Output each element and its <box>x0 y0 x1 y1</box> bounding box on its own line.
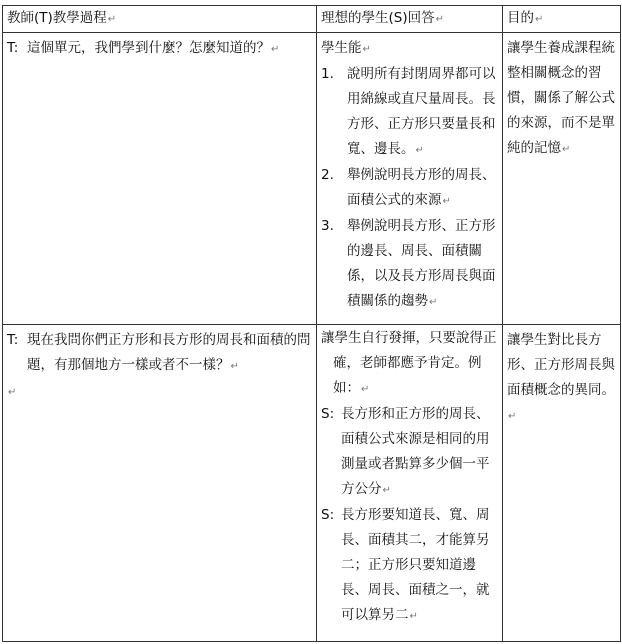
student-cell <box>317 325 503 642</box>
student-tag: S: <box>321 507 335 523</box>
paragraph-mark: ↵ <box>429 297 438 308</box>
purpose-text: 讓學生養成課程統整相關概念的習慣，關係了解公式的來源，而不是單純的記憶 <box>507 40 615 156</box>
student-response-text: 長方形要知道長、寬、周長、面積其二，才能算另二；正方形只要知道邊長、周長、面積之一，就可以算另二 <box>341 507 490 623</box>
teacher-question <box>7 325 312 379</box>
table-row <box>3 33 621 325</box>
teacher-question-text: 現在我問你們正方形和長方形的周長和面積的問題，有那個地方一樣或者不一樣？ <box>27 332 311 373</box>
paragraph-mark: ↵ <box>361 384 370 395</box>
paragraph-mark: ↵ <box>562 144 571 155</box>
teacher-cell <box>3 33 317 325</box>
purpose-cell <box>503 33 621 325</box>
paragraph-mark: ↵ <box>415 145 424 156</box>
paragraph-mark: ↵ <box>362 44 371 55</box>
student-cell <box>317 33 503 325</box>
list-item-text: 舉例說明長方形、正方形的邊長、周長、面積關係，以及長方形周長與面積關係的趨勢 <box>347 218 496 309</box>
purpose-text: 讓學生對比長方形、正方形周長與面積概念的異同。 <box>507 332 615 398</box>
header-teacher-process <box>3 6 317 33</box>
list-item <box>321 163 498 214</box>
list-item-text: 說明所有封閉周界都可以用綿線或直尺量周長。長方形、正方形只要量長和寬、邊長。 <box>347 66 496 157</box>
paragraph-mark: ↵ <box>382 485 391 496</box>
teacher-question <box>7 33 312 62</box>
list-item <box>321 62 498 163</box>
header-purpose-label: 目的 <box>507 10 534 26</box>
paragraph-mark: ↵ <box>535 14 544 25</box>
paragraph-mark: ↵ <box>442 196 451 207</box>
list-number: 1. <box>321 66 334 82</box>
list-item-text: 舉例說明長方形的周長、面積公式的來源 <box>347 167 496 208</box>
teacher-question-text: 這個單元，我們學到什麼？怎麼知道的？ <box>27 40 270 56</box>
paragraph-mark: ↵ <box>409 611 418 622</box>
header-student-answer <box>317 6 503 33</box>
list-number: 3. <box>321 218 334 234</box>
header-teacher-label: 教師(T)教學過程 <box>7 10 107 26</box>
teacher-tag: T: <box>7 40 19 56</box>
student-intro: 學生能 <box>321 40 362 56</box>
table-row <box>3 325 621 642</box>
teacher-tag: T: <box>7 332 19 348</box>
student-tag: S: <box>321 406 335 422</box>
teacher-cell <box>3 325 317 642</box>
paragraph-mark: ↵ <box>8 387 17 398</box>
purpose-cell <box>503 325 621 642</box>
student-response <box>321 402 498 503</box>
paragraph-mark: ↵ <box>271 44 280 55</box>
paragraph-mark: ↵ <box>230 361 239 372</box>
student-intro: 讓學生自行發揮，只要說得正確，老師都應予肯定。例如： <box>321 330 497 396</box>
header-purpose <box>503 6 621 33</box>
paragraph-mark: ↵ <box>107 14 117 25</box>
student-response-text: 長方形和正方形的周長、面積公式來源是相同的用測量或者點算多少個一平方公分 <box>341 406 490 497</box>
header-row <box>3 6 621 33</box>
paragraph-mark: ↵ <box>508 411 517 422</box>
lesson-plan-table <box>2 5 621 642</box>
paragraph-mark: ↵ <box>435 14 444 25</box>
ability-list <box>321 62 498 315</box>
student-response <box>321 503 498 629</box>
list-item <box>321 214 498 315</box>
list-number: 2. <box>321 167 334 183</box>
header-student-label: 理想的學生(S)回答 <box>321 10 435 26</box>
